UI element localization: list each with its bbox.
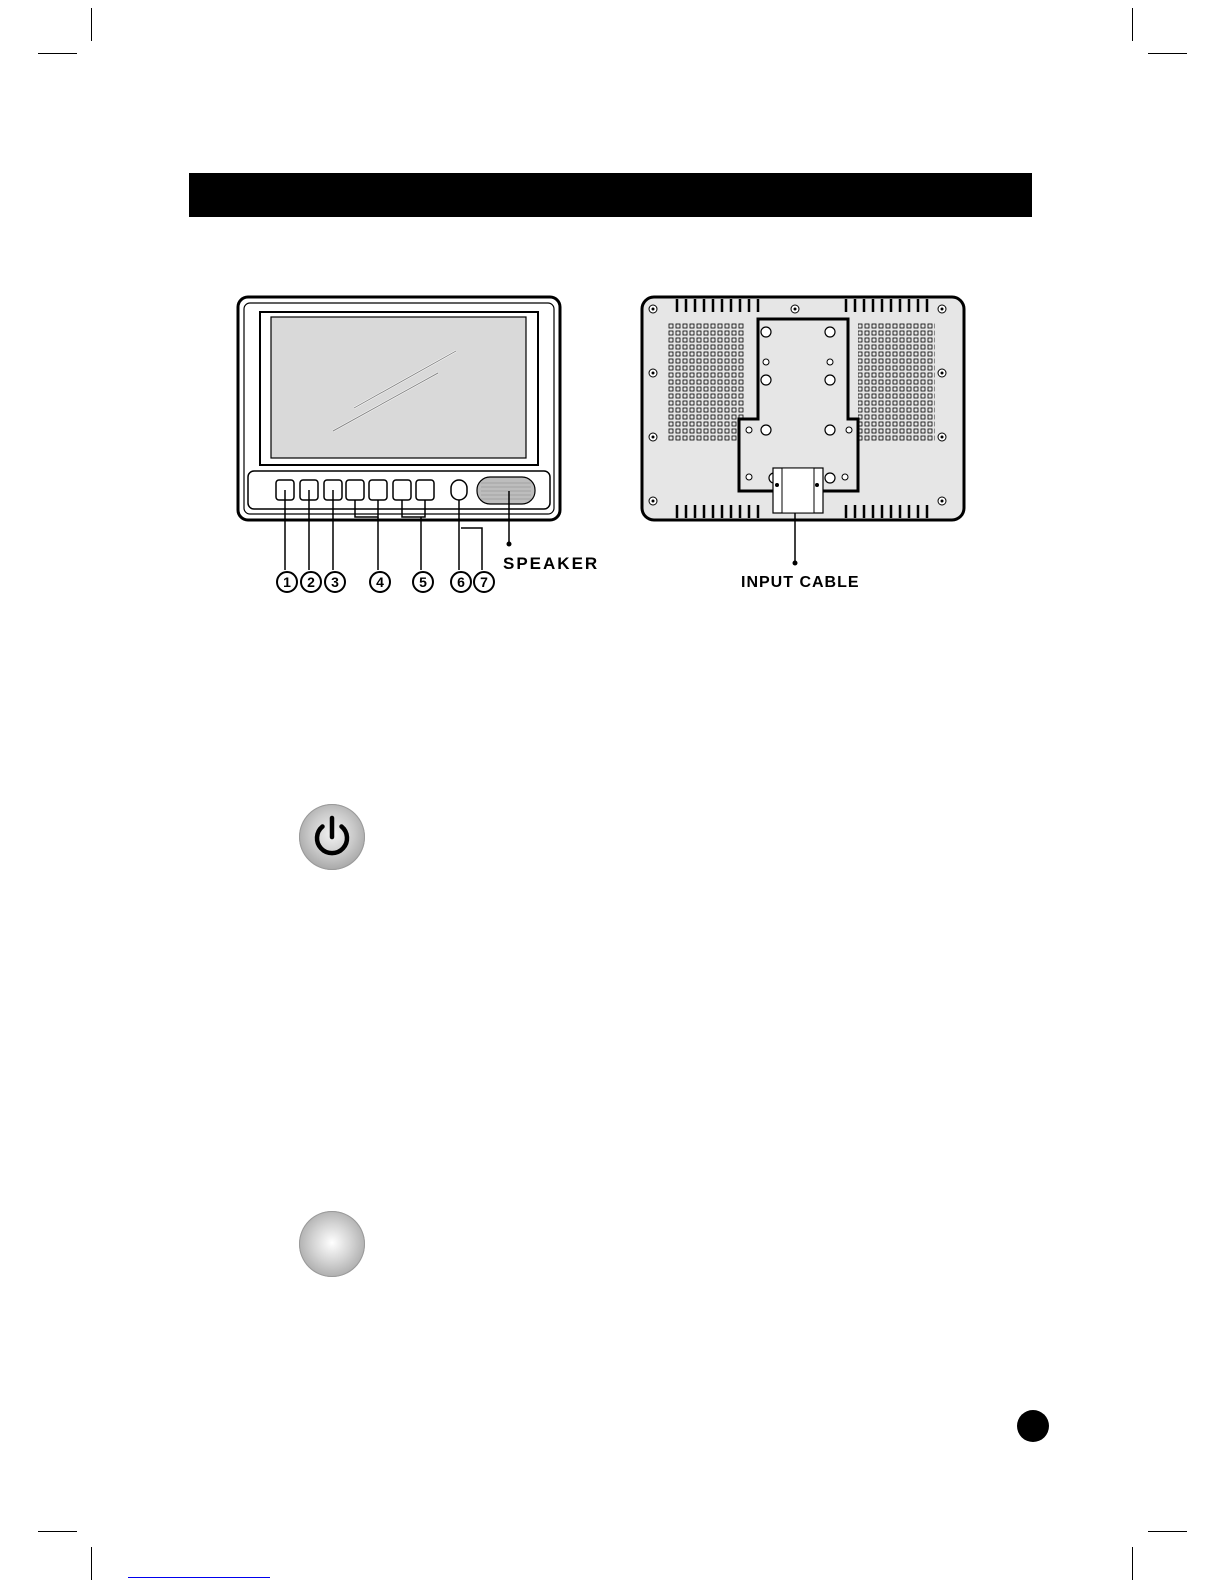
callout-6: 6 <box>450 571 472 593</box>
callout-3: 3 <box>324 571 346 593</box>
bottom-link-underline <box>128 1577 270 1578</box>
round-button-icon <box>299 1211 365 1277</box>
crop-mark-top-left-vertical <box>91 8 92 41</box>
crop-mark-top-left-horizontal <box>38 53 77 54</box>
crop-mark-bottom-left-horizontal <box>38 1531 77 1532</box>
callout-7: 7 <box>473 571 495 593</box>
callout-5: 5 <box>412 571 434 593</box>
section-header-bar <box>189 173 1032 217</box>
callout-2: 2 <box>300 571 322 593</box>
crop-mark-bottom-right-vertical <box>1132 1547 1133 1580</box>
power-button-illustration <box>299 804 365 870</box>
power-icon <box>299 804 365 870</box>
monitor-rear-view <box>640 295 970 600</box>
callout-1: 1 <box>276 571 298 593</box>
callout-4: 4 <box>369 571 391 593</box>
crop-mark-top-right-horizontal <box>1148 53 1187 54</box>
page-number-badge <box>1017 1410 1049 1442</box>
crop-mark-bottom-left-vertical <box>91 1547 92 1580</box>
speaker-label: SPEAKER <box>503 554 600 573</box>
input-cable-label: INPUT CABLE <box>741 574 860 591</box>
crop-mark-top-right-vertical <box>1132 8 1133 41</box>
crop-mark-bottom-right-horizontal <box>1148 1531 1187 1532</box>
